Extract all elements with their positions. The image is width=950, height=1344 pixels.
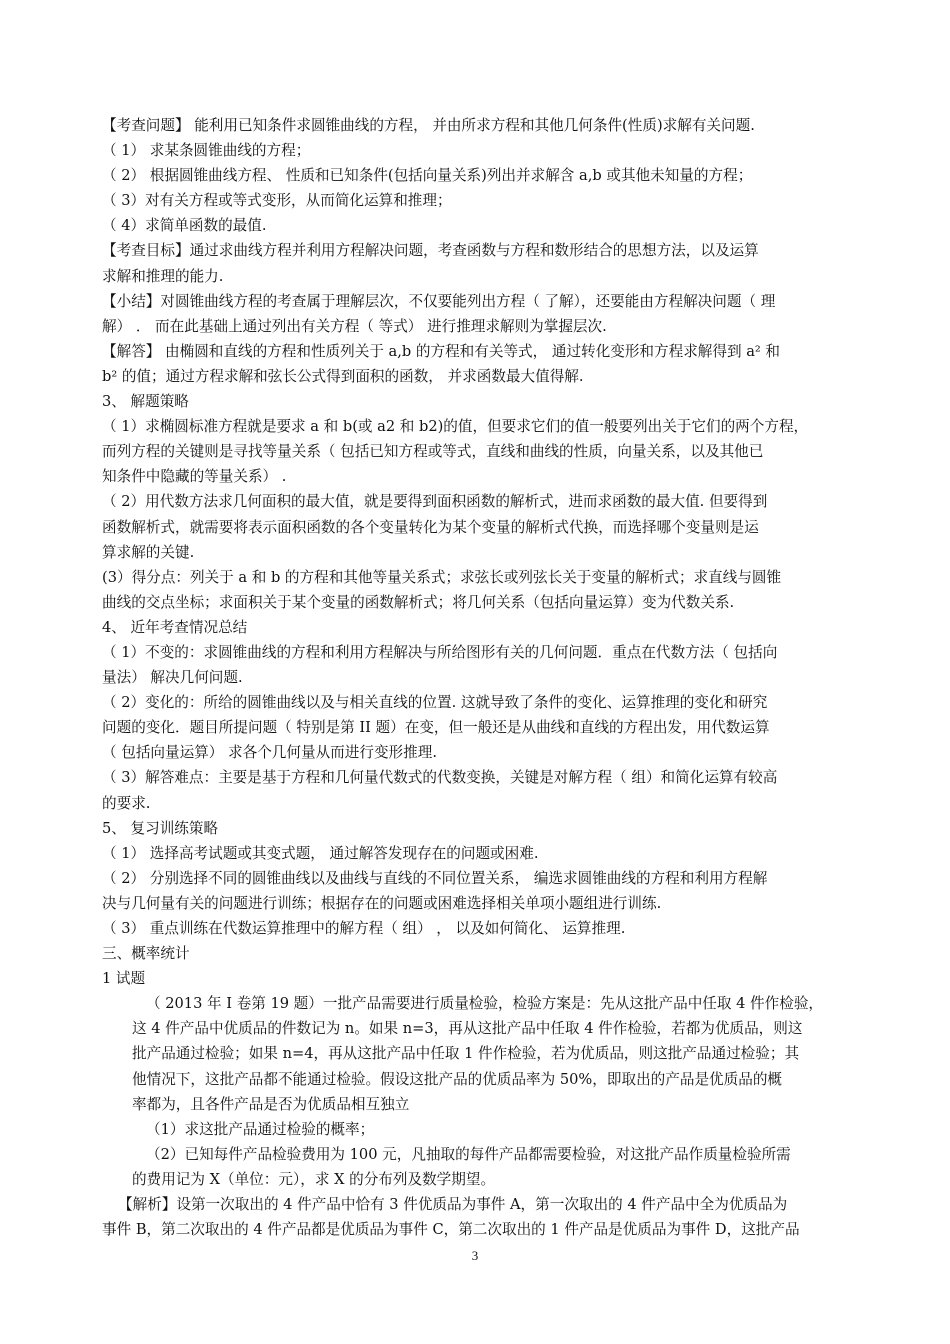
text-line: 【考查问题】 能利用已知条件求圆锥曲线的方程， 并由所求方程和其他几何条件(性质)求解有关问题. xyxy=(102,117,755,134)
text-line: （ 2）变化的：所给的圆锥曲线以及与相关直线的位置. 这就导致了条件的变化、运算推理的变化和研究 xyxy=(102,694,768,712)
text-line: （ 2） 根据圆锥曲线方程、 性质和已知条件(包括向量关系)列出并求解含 a,b 或其他未知量的方程； xyxy=(102,167,753,185)
text-line: （ 1） 求某条圆锥曲线的方程； xyxy=(102,142,311,160)
text-line: (3）得分点：列关于 a 和 b 的方程和其他等量关系式；求弦长或列弦长关于变量的解析式；求直线与圆锥 xyxy=(102,568,782,586)
text-line: （ 3）解答难点：主要是基于方程和几何量代数式的代数变换，关键是对解方程（ 组）和简化运算有较高 xyxy=(102,769,778,787)
text-line: （ 2）用代数方法求几何面积的最大值，就是要得到面积函数的解析式，进而求函数的最大值. 但要得到 xyxy=(102,493,768,511)
text-line: 曲线的交点坐标；求面积关于某个变量的函数解析式；将几何关系（包括向量运算）变为代数关系. xyxy=(102,593,735,611)
page-number: 3 xyxy=(471,1248,479,1263)
text-line: （2）已知每件产品检验费用为 100 元，凡抽取的每件产品都需要检验，对这批产品作质量检验所需 xyxy=(146,1145,791,1163)
section-heading: 4、 近年考查情况总结 xyxy=(102,618,248,636)
text-line: （ 1）求椭圆标准方程就是要求 a 和 b(或 a2 和 b2)的值，但要求它们的值一般要列出关于它们的两个方程， xyxy=(102,418,809,436)
section-heading: 1 试题 xyxy=(102,970,146,988)
section-heading: 三、概率统计 xyxy=(102,945,190,963)
text-line: （1）求这批产品通过检验的概率； xyxy=(146,1120,375,1138)
text-line: 【解析】设第一次取出的 4 件产品中恰有 3 件优质品为事件 A，第一次取出的 4 件产品中全为优质品为 xyxy=(118,1196,788,1214)
text-line: b² 的值；通过方程求解和弦长公式得到面积的函数， 并求函数最大值得解. xyxy=(102,367,584,385)
text-line: 【解答】 由椭圆和直线的方程和性质列关于 a,b 的方程和有关等式， 通过转化变形和方程求解得到 a² 和 xyxy=(102,342,781,360)
text-line: （ 3） 重点训练在代数运算推理中的解方程（ 组） ， 以及如何简化、 运算推理. xyxy=(102,920,626,937)
text-line: 率都为，且各件产品是否为优质品相互独立 xyxy=(132,1095,410,1113)
text-line: 解） ． 而在此基础上通过列出有关方程（ 等式） 进行推理求解则为掌握层次. xyxy=(102,317,607,335)
text-line: （ 包括向量运算） 求各个几何量从而进行变形推理. xyxy=(102,744,437,762)
text-line: 【考查目标】通过求曲线方程并利用方程解决问题，考查函数与方程和数形结合的思想方法，以及运算 xyxy=(102,242,759,260)
text-line: 【小结】对圆锥曲线方程的考查属于理解层次，不仅要能列出方程（ 了解），还要能由方程解决问题（ 理 xyxy=(102,292,776,310)
text-line: 这 4 件产品中优质品的件数记为 n。如果 n=3，再从这批产品中任取 4 件作检验，若都为优质品，则这 xyxy=(132,1020,803,1038)
text-line: 求解和推理的能力. xyxy=(102,267,224,285)
text-line: 的要求. xyxy=(102,794,151,812)
section-heading: 3、 解题策略 xyxy=(102,393,189,411)
text-line: 函数解析式，就需要将表示面积函数的各个变量转化为某个变量的解析式代换，而选择哪个变量则是运 xyxy=(102,518,759,536)
text-line: （ 4）求简单函数的最值. xyxy=(102,217,267,235)
section-heading: 5、 复习训练策略 xyxy=(102,819,219,837)
text-line: 的费用记为 X（单位：元），求 X 的分布列及数学期望。 xyxy=(132,1170,496,1188)
text-line: （ 1）不变的：求圆锥曲线的方程和利用方程解决与所给图形有关的几何问题．重点在代数方法（ 包括向 xyxy=(102,643,778,661)
text-line: （ 3）对有关方程或等式变形，从而简化运算和推理； xyxy=(102,192,452,210)
text-line: 批产品通过检验；如果 n=4，再从这批产品中任取 1 件作检验，若为优质品，则这批产品通过检验；其 xyxy=(132,1045,800,1063)
text-line: 算求解的关键. xyxy=(102,543,195,561)
text-line: （ 2013 年 I 卷第 19 题）一批产品需要进行质量检验，检验方案是：先从这批产品中任取 4 件作检验， xyxy=(146,995,824,1013)
text-line: 量法） 解决几何问题. xyxy=(102,669,243,687)
text-line: 决与几何量有关的问题进行训练；根据存在的问题或困难选择相关单项小题组进行训练. xyxy=(102,894,662,912)
text-line: 问题的变化．题目所提问题（ 特别是第 II 题）在变，但一般还是从曲线和直线的方程出发，用代数运算 xyxy=(102,719,770,737)
text-line: 知条件中隐藏的等量关系） . xyxy=(102,468,287,486)
body-text xyxy=(102,113,854,1242)
text-line: （ 1） 选择高考试题或其变式题， 通过解答发现存在的问题或困难. xyxy=(102,844,539,862)
text-line: （ 2） 分别选择不同的圆锥曲线以及曲线与直线的不同位置关系， 编选求圆锥曲线的方程和利用方程解 xyxy=(102,869,768,887)
text-line: 他情况下，这批产品都不能通过检验。假设这批产品的优质品率为 50%，即取出的产品是优质品的概 xyxy=(132,1070,783,1088)
text-line: 而列方程的关键则是寻找等量关系（ 包括已知方程或等式，直线和曲线的性质，向量关系，以及其他已 xyxy=(102,443,764,461)
text-line: 事件 B，第二次取出的 4 件产品都是优质品为事件 C，第二次取出的 1 件产品是优质品为事件 D，这批产品 xyxy=(102,1221,800,1239)
